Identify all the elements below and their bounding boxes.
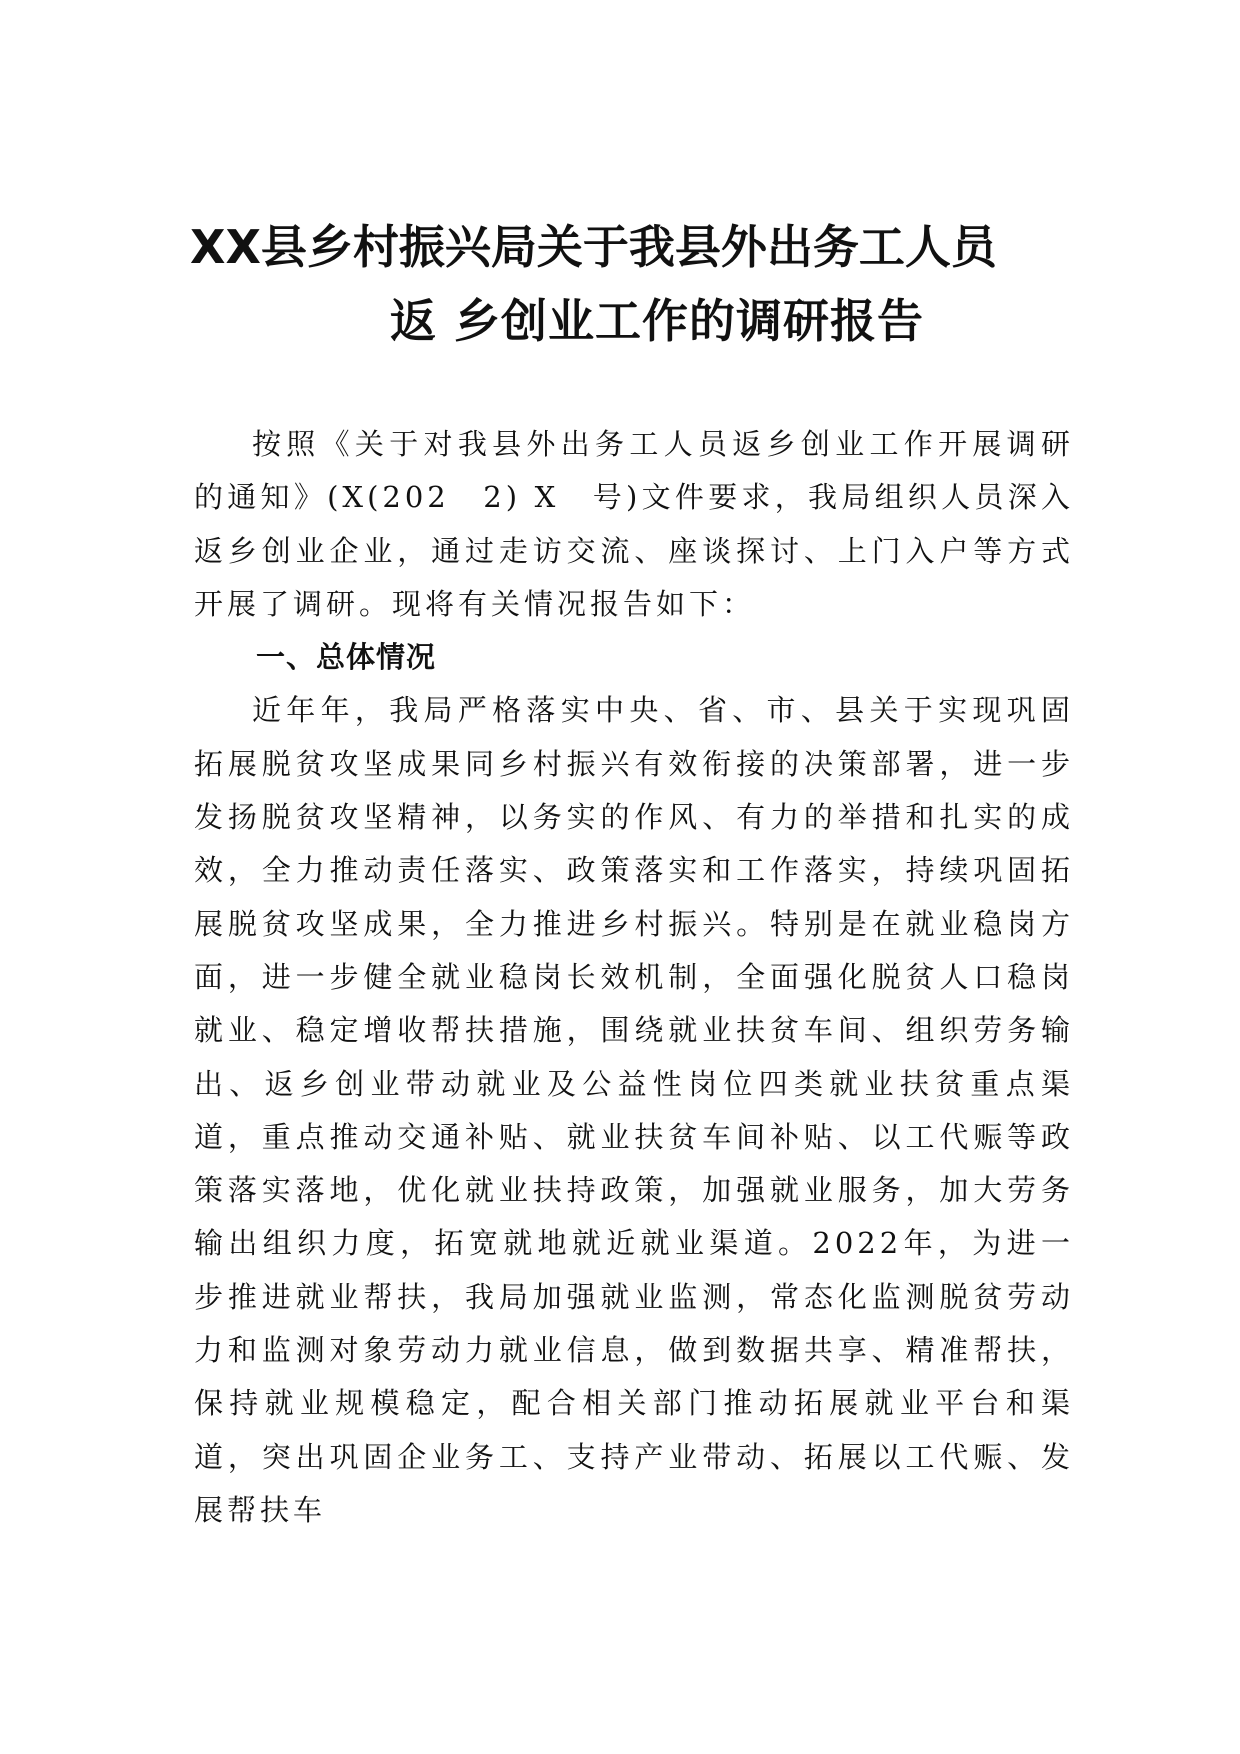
title-line-1: XX县乡村振兴局关于我县外出务工人员 — [190, 220, 997, 274]
title-line-2: 返 乡创业工作的调研报告 — [390, 294, 925, 348]
section-heading-overall: 一、总体情况 — [256, 640, 437, 675]
section-paragraph-overall: 近年年，我局严格落实中央、省、市、县关于实现巩固拓展脱贫攻坚成果同乡村振兴有效衔接的决策部署，进一步发扬脱贫攻坚精神，以务实的作风、有力的举措和扎实的成效，全力推动责任落实、政策落实和工作落实，持续巩固拓展脱贫攻坚成果，全力推进乡村振兴。特别是在就业稳岗方面，进一步健全就业稳岗长效机制，全面强化脱贫人口稳岗就业、稳定增收帮扶措施，围绕就业扶贫车间、组织劳务输出、返乡创业带动就业及公益性岗位四类就业扶贫重点渠道，重点推动交通补贴、就业扶贫车间补贴、以工代赈等政策落实落地，优化就业扶持政策，加强就业服务，加大劳务输出组织力度，拓宽就地就近就业渠道。2022年，为进一步推进就业帮扶，我局加强就业监测，常态化监测脱贫劳动力和监测对象劳动力就业信息，做到数据共享、精准帮扶，保持就业规模稳定，配合相关部门推动拓展就业平台和渠道，突出巩固企业务工、支持产业带动、拓展以工代赈、发展帮扶车 — [194, 693, 1074, 1527]
document-title — [150, 210, 1090, 358]
document-body — [194, 418, 1074, 1537]
intro-paragraph: 按照《关于对我县外出务工人员返乡创业工作开展调研的通知》(X(202 2) X 号)文件要求，我局组织人员深入返乡创业企业，通过走访交流、座谈探讨、上门入户等方式开展了调研。现将有关情况报告如下： — [194, 427, 1074, 621]
